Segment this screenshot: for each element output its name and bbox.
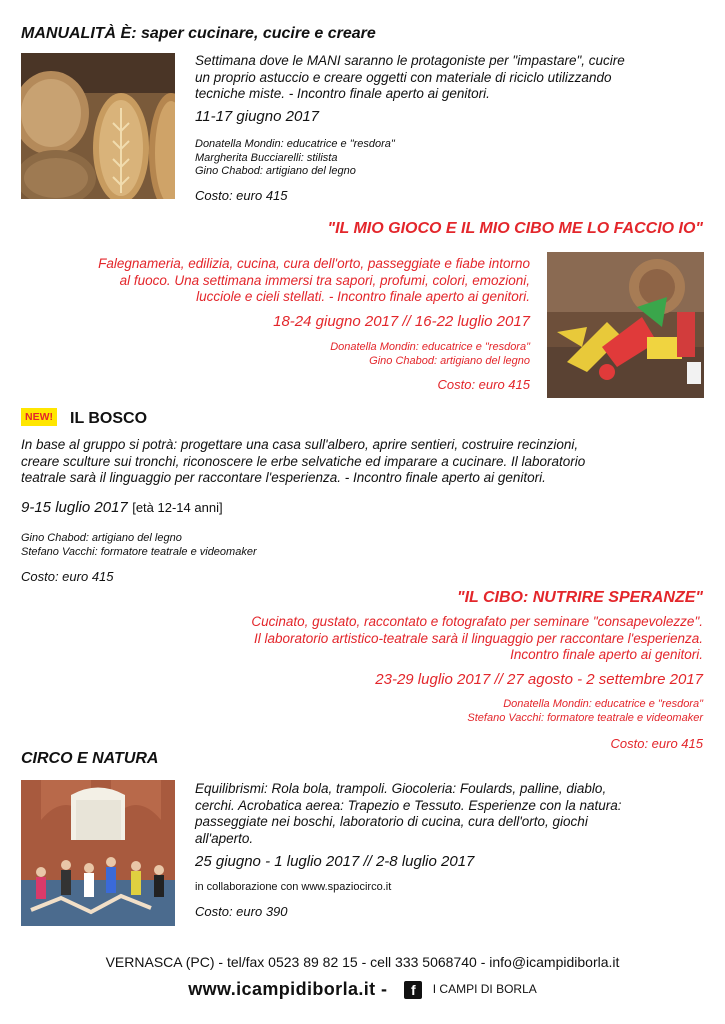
section-bosco-dates: 9-15 luglio 2017 [21, 499, 128, 516]
section-bosco-staff [21, 532, 257, 559]
new-badge-label: NEW! [21, 408, 57, 426]
section-cibo-description [251, 614, 703, 664]
section-bosco-age: [età 12-14 anni] [132, 500, 223, 515]
section-manualita-dates: 11-17 giugno 2017 [195, 108, 319, 125]
section-manualita-staff [195, 138, 395, 179]
staff-line: Gino Chabod: artigiano del legno [21, 532, 182, 544]
woodwork-toys-photo [547, 252, 704, 398]
section-manualita-cost: Costo: euro 415 [195, 188, 288, 203]
new-badge [21, 407, 57, 426]
staff-line: Stefano Vacchi: formatore teatrale e videomaker [467, 711, 703, 724]
section-manualita-description [195, 53, 625, 103]
desc-line: un proprio astuccio e creare oggetti con materiale di riciclo utilizzando [195, 69, 612, 85]
section-circo-dates: 25 giugno - 1 luglio 2017 // 2-8 luglio 2017 [195, 853, 475, 870]
desc-line: creare sculture sui tronchi, riconoscere le erbe selvatiche ed imparare a cucinare. Il laboratorio [21, 453, 586, 469]
footer-web-row [0, 979, 725, 1000]
staff-line: Donatella Mondin: educatrice e "resdora" [330, 341, 530, 353]
section-gioco-title: "IL MIO GIOCO E IL MIO CIBO ME LO FACCIO IO" [327, 220, 703, 237]
staff-line: Donatella Mondin: educatrice e "resdora" [195, 138, 395, 150]
section-bosco-title: IL BOSCO [70, 410, 148, 427]
section-bosco-description [21, 437, 585, 487]
staff-line: Margherita Bucciarelli: stilista [195, 151, 338, 164]
facebook-page-name[interactable]: I CAMPI DI BORLA [432, 982, 537, 996]
footer-contacts: VERNASCA (PC) - tel/fax 0523 89 82 15 - cell 333 5068740 - info@icampidiborla.it [105, 954, 620, 970]
section-manualita-title: MANUALITÀ È: saper cucinare, cucire e creare [21, 25, 376, 42]
section-circo-collab: in collaborazione con www.spaziocirco.it [195, 881, 392, 893]
desc-line: Falegnameria, edilizia, cucina, cura dell'orto, passeggiate e fiabe intorno [98, 256, 530, 271]
section-circo-title: CIRCO E NATURA [21, 750, 159, 767]
section-gioco-cost: Costo: euro 415 [437, 377, 530, 392]
desc-line: Cucinato, gustato, raccontato e fotografato per seminare "consapevolezze". [251, 614, 703, 629]
facebook-icon[interactable]: f [404, 981, 422, 999]
staff-line: Donatella Mondin: educatrice e "resdora" [503, 698, 703, 710]
section-circo-description [195, 781, 621, 847]
section-cibo-cost: Costo: euro 415 [610, 736, 703, 751]
desc-line: Incontro finale aperto ai genitori. [510, 647, 703, 662]
website-link[interactable]: www.icampidiborla.it - [188, 979, 388, 999]
section-cibo-dates: 23-29 luglio 2017 // 27 agosto - 2 settembre 2017 [375, 671, 703, 688]
section-cibo-title: "IL CIBO: NUTRIRE SPERANZE" [457, 589, 703, 606]
desc-line: cerchi. Acrobatica aerea: Trapezio e Tessuto. Esperienze con la natura: [195, 797, 622, 813]
staff-line: Stefano Vacchi: formatore teatrale e videomaker [21, 545, 257, 558]
desc-line: al fuoco. Una settimana immersi tra sapori, profumi, colori, emozioni, [119, 272, 530, 288]
desc-line: lucciole e cieli stellati. - Incontro finale aperto ai genitori. [196, 289, 530, 304]
desc-line: passeggiate nei boschi, laboratorio di cucina, cura dell'orto, giochi [195, 814, 588, 829]
section-bosco-cost: Costo: euro 415 [21, 569, 114, 584]
desc-line: In base al gruppo si potrà: progettare una casa sull'albero, aprire sentieri, costruire recinzioni, [21, 437, 579, 452]
section-cibo-staff [467, 698, 703, 725]
desc-line: teatrale sarà il linguaggio per raccontare l'esperienza. - Incontro finale aperto ai genitori. [21, 470, 546, 485]
section-circo-cost: Costo: euro 390 [195, 904, 288, 919]
desc-line: all'aperto. [195, 830, 254, 846]
desc-line: Settimana dove le MANI saranno le protagoniste per "impastare", cucire [195, 53, 625, 68]
staff-line: Gino Chabod: artigiano del legno [369, 354, 530, 367]
section-gioco-description [98, 256, 530, 306]
section-bosco-dates-row [21, 499, 223, 517]
desc-line: tecniche miste. - Incontro finale aperto ai genitori. [195, 86, 490, 101]
circus-kids-photo [21, 780, 175, 926]
bread-photo [21, 53, 175, 199]
desc-line: Equilibrismi: Rola bola, trampoli. Giocoleria: Foulards, palline, diablo, [195, 781, 607, 796]
section-gioco-staff [330, 341, 530, 368]
staff-line: Gino Chabod: artigiano del legno [195, 165, 356, 177]
section-gioco-dates: 18-24 giugno 2017 // 16-22 luglio 2017 [273, 313, 530, 330]
desc-line: Il laboratorio artistico-teatrale sarà il linguaggio per raccontare l'esperienza. [253, 630, 703, 646]
